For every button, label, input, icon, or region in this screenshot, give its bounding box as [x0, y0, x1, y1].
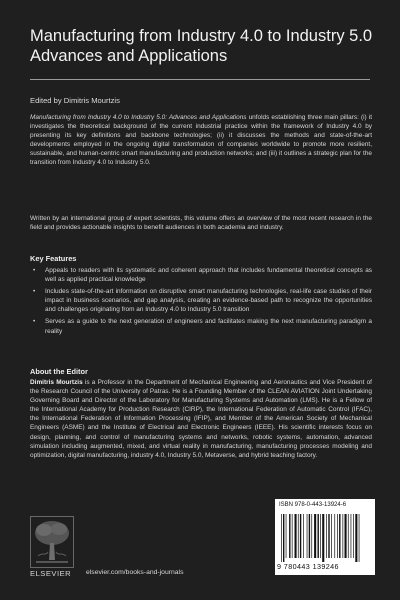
feature-text: Serves as a guide to the next generation of engineers and facilitates making the next manufacturing paradigm a reality	[45, 318, 372, 335]
bullet-icon: •	[33, 318, 36, 326]
barcode-digits: 9 780443 139246	[277, 562, 339, 571]
editor-credit: Edited by Dimitris Mourtzis	[30, 96, 120, 105]
barcode-bar	[353, 514, 354, 558]
about-editor-text: is a Professor in the Department of Mechanical Engineering and Aeronautics and Vice President of the Research Council of the University of Patras. He is a Founding Member of the CLEAN AVIATION Joint Undertaking Governing Board and Director of the Laboratory for Manufacturing Systems and Automation (LMS). He is a Fellow of the International Academy for Production Research (CIRP), the International Federation of Automatic Control (IFAC), the International Federation of Information Processing (IFIP), and Member of the American Society of Mechanical Engineers (ASME) and the Institute of Electrical and Electronic Engineers (IEEE). His scientific interests focus on design, planning, and control of manufacturing systems and networks, robotic systems, automation, advanced simulation including augmented, mixed, and virtual reality in manufacturing, manufacturing processes modeling and optimization, digital manufacturing, industry 4.0, Industry 5.0, Metaverse, and hybrid teaching factory.	[30, 379, 372, 459]
barcode-bar	[298, 514, 299, 558]
list-item	[30, 287, 372, 314]
title-line-1: Manufacturing from Industry 4.0 to Industry 5.0	[30, 27, 373, 45]
barcode-bar	[328, 514, 329, 558]
barcode-bar	[289, 514, 290, 558]
barcode-bar	[345, 514, 347, 558]
key-features-list	[30, 266, 372, 339]
isbn-barcode-box	[275, 499, 375, 575]
intro-paragraph	[30, 113, 372, 168]
bullet-icon: •	[33, 267, 36, 274]
barcode-bar	[309, 514, 310, 558]
barcode-bar	[343, 514, 344, 558]
editor-name: Dimitris Mourtzis	[30, 379, 83, 386]
title-line-2: Advances and Applications	[30, 47, 228, 65]
barcode-bar	[320, 514, 321, 558]
barcode-bar	[326, 514, 327, 558]
barcode-bar	[286, 514, 287, 558]
barcode-bar	[351, 514, 352, 558]
barcode-bar	[355, 514, 357, 562]
list-item	[30, 317, 372, 335]
barcode-bar	[331, 514, 332, 558]
barcode-bar	[303, 514, 304, 558]
barcode-bar	[292, 514, 293, 558]
title-divider	[30, 79, 370, 80]
key-features-heading: Key Features	[30, 254, 77, 263]
barcode-bar	[314, 514, 316, 558]
barcode-bar	[322, 514, 324, 562]
barcode-bar	[359, 514, 360, 562]
bullet-icon: •	[33, 288, 36, 296]
isbn-label: ISBN 978-0-443-13924-6	[279, 502, 347, 508]
barcode-bar	[311, 514, 312, 558]
book-title	[30, 26, 380, 66]
barcode-bar	[334, 514, 335, 558]
publisher-name: ELSEVIER	[30, 569, 72, 578]
intro-italic-title: Manufacturing from Industry 4.0 to Industry 5.0: Advances and Applications	[30, 114, 247, 121]
barcode-bar	[295, 514, 297, 558]
barcode-bar	[337, 514, 338, 558]
barcode-bar	[283, 514, 284, 562]
isbn-barcode	[279, 514, 371, 562]
list-item	[30, 266, 372, 284]
about-editor-paragraph	[30, 378, 372, 460]
elsevier-tree-logo	[30, 516, 74, 568]
barcode-bar	[300, 514, 301, 558]
barcode-bar	[307, 514, 308, 558]
barcode-bar	[348, 514, 349, 558]
intro-text: unfolds establishing three main pillars: (i) it investigates the theoretical background of the current industrial practice within the framework of Industry 4.0 by presenting its key definitions and backbone technologies; (ii) it discusses the methods and state-of-the-art developments employed in the ongoing digital transformation of companies worldwide to promote more resilient, sustainable, and human-centric smart manufacturing and production networks; and (iii) it outlines a strategic plan for the transition from Industry 4.0 to Industry 5.0.	[30, 114, 372, 167]
barcode-bar	[318, 514, 319, 558]
summary-paragraph: Written by an international group of expert scientists, this volume offers an overview of the most recent research in the field and provides actionable insights to benefit audiences in both academia and industry.	[30, 215, 372, 232]
feature-text: Appeals to readers with its systematic and coherent approach that includes fundamental theoretical concepts as well as applied practical knowledge	[45, 267, 372, 284]
about-editor-heading: About the Editor	[30, 367, 88, 376]
publisher-url[interactable]: elsevier.com/books-and-journals	[86, 569, 184, 576]
feature-text: Includes state-of-the-art information on disruptive smart manufacturing technologies, real-life case studies of their impact in business scenarios, and gap analysis, creating an evidence-based path to recognize the opportunities and challenges originating from an Industry 4.0 to Industry 5.0 transition	[45, 288, 372, 314]
barcode-bar	[281, 514, 282, 562]
barcode-bar	[339, 514, 340, 558]
